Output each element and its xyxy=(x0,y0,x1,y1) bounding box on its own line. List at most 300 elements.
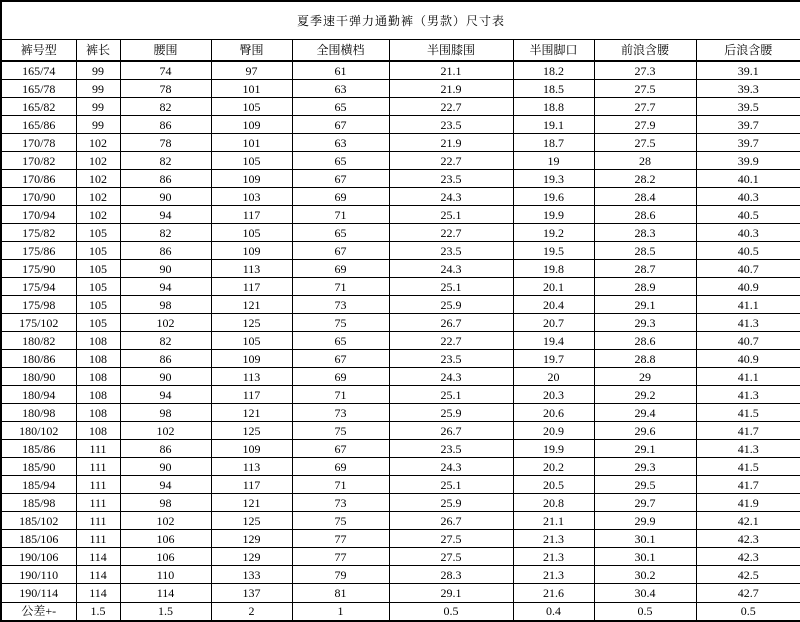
table-cell: 20.8 xyxy=(513,494,594,512)
table-cell: 20.2 xyxy=(513,458,594,476)
table-row xyxy=(1,494,800,512)
table-cell: 170/86 xyxy=(1,170,76,188)
table-cell: 1.5 xyxy=(120,602,211,621)
table-cell: 75 xyxy=(292,422,389,440)
table-cell: 65 xyxy=(292,152,389,170)
table-cell: 111 xyxy=(76,530,120,548)
table-row xyxy=(1,458,800,476)
table-cell: 26.7 xyxy=(389,512,513,530)
table-cell: 63 xyxy=(292,80,389,98)
table-cell: 21.3 xyxy=(513,548,594,566)
table-cell: 27.5 xyxy=(594,80,696,98)
table-row xyxy=(1,314,800,332)
table-cell: 86 xyxy=(120,170,211,188)
table-cell: 111 xyxy=(76,458,120,476)
table-cell: 65 xyxy=(292,332,389,350)
table-cell: 21.9 xyxy=(389,80,513,98)
table-cell: 99 xyxy=(76,98,120,116)
table-cell: 41.9 xyxy=(696,494,800,512)
table-cell: 40.5 xyxy=(696,206,800,224)
table-cell: 19.8 xyxy=(513,260,594,278)
table-cell: 78 xyxy=(120,134,211,152)
table-row xyxy=(1,296,800,314)
table-cell: 113 xyxy=(211,260,292,278)
table-cell: 1 xyxy=(292,602,389,621)
column-header: 臀围 xyxy=(211,40,292,62)
table-row xyxy=(1,422,800,440)
table-cell: 105 xyxy=(211,332,292,350)
table-cell: 公差+- xyxy=(1,602,76,621)
table-cell: 40.9 xyxy=(696,350,800,368)
table-cell: 170/82 xyxy=(1,152,76,170)
table-cell: 75 xyxy=(292,314,389,332)
table-cell: 133 xyxy=(211,566,292,584)
table-cell: 108 xyxy=(76,332,120,350)
table-cell: 19.6 xyxy=(513,188,594,206)
table-cell: 129 xyxy=(211,548,292,566)
table-row xyxy=(1,98,800,116)
table-cell: 105 xyxy=(211,152,292,170)
table-cell: 67 xyxy=(292,170,389,188)
table-cell: 117 xyxy=(211,386,292,404)
table-cell: 29.9 xyxy=(594,512,696,530)
table-cell: 77 xyxy=(292,548,389,566)
table-cell: 185/106 xyxy=(1,530,76,548)
table-cell: 71 xyxy=(292,278,389,296)
table-cell: 121 xyxy=(211,494,292,512)
table-cell: 105 xyxy=(76,314,120,332)
table-cell: 108 xyxy=(76,386,120,404)
table-cell: 40.5 xyxy=(696,242,800,260)
table-cell: 185/86 xyxy=(1,440,76,458)
table-cell: 97 xyxy=(211,61,292,80)
table-cell: 117 xyxy=(211,476,292,494)
table-cell: 108 xyxy=(76,350,120,368)
table-cell: 0.5 xyxy=(696,602,800,621)
table-cell: 29.1 xyxy=(389,584,513,602)
table-cell: 113 xyxy=(211,458,292,476)
table-cell: 25.9 xyxy=(389,494,513,512)
table-cell: 94 xyxy=(120,278,211,296)
table-cell: 180/102 xyxy=(1,422,76,440)
table-cell: 77 xyxy=(292,530,389,548)
table-cell: 180/86 xyxy=(1,350,76,368)
table-cell: 101 xyxy=(211,80,292,98)
table-cell: 29.3 xyxy=(594,458,696,476)
table-cell: 114 xyxy=(120,584,211,602)
table-cell: 170/90 xyxy=(1,188,76,206)
table-cell: 75 xyxy=(292,512,389,530)
table-row xyxy=(1,584,800,602)
table-cell: 24.3 xyxy=(389,188,513,206)
table-cell: 20.6 xyxy=(513,404,594,422)
table-cell: 25.1 xyxy=(389,206,513,224)
table-cell: 82 xyxy=(120,98,211,116)
table-row xyxy=(1,116,800,134)
table-cell: 102 xyxy=(120,314,211,332)
table-cell: 18.8 xyxy=(513,98,594,116)
table-cell: 25.9 xyxy=(389,404,513,422)
table-cell: 27.5 xyxy=(389,530,513,548)
table-row xyxy=(1,386,800,404)
table-cell: 41.7 xyxy=(696,422,800,440)
table-cell: 40.7 xyxy=(696,260,800,278)
table-row xyxy=(1,61,800,80)
table-cell: 21.3 xyxy=(513,530,594,548)
table-cell: 109 xyxy=(211,116,292,134)
table-row xyxy=(1,188,800,206)
table-row xyxy=(1,224,800,242)
table-cell: 20.4 xyxy=(513,296,594,314)
table-cell: 19.3 xyxy=(513,170,594,188)
table-cell: 27.5 xyxy=(389,548,513,566)
table-cell: 111 xyxy=(76,512,120,530)
table-cell: 20.3 xyxy=(513,386,594,404)
table-cell: 109 xyxy=(211,170,292,188)
table-cell: 73 xyxy=(292,404,389,422)
table-cell: 42.3 xyxy=(696,548,800,566)
table-cell: 42.5 xyxy=(696,566,800,584)
table-cell: 69 xyxy=(292,260,389,278)
table-cell: 29.5 xyxy=(594,476,696,494)
table-row xyxy=(1,242,800,260)
table-cell: 185/102 xyxy=(1,512,76,530)
table-cell: 185/94 xyxy=(1,476,76,494)
table-cell: 175/86 xyxy=(1,242,76,260)
table-row xyxy=(1,512,800,530)
table-cell: 39.7 xyxy=(696,134,800,152)
table-cell: 40.9 xyxy=(696,278,800,296)
table-cell: 24.3 xyxy=(389,260,513,278)
table-cell: 99 xyxy=(76,116,120,134)
table-cell: 28.6 xyxy=(594,206,696,224)
table-cell: 21.1 xyxy=(389,61,513,80)
table-cell: 86 xyxy=(120,440,211,458)
table-cell: 137 xyxy=(211,584,292,602)
table-cell: 25.1 xyxy=(389,386,513,404)
table-cell: 105 xyxy=(76,296,120,314)
table-row xyxy=(1,440,800,458)
column-header: 裤号型 xyxy=(1,40,76,62)
table-cell: 102 xyxy=(76,188,120,206)
table-cell: 29 xyxy=(594,368,696,386)
table-cell: 170/94 xyxy=(1,206,76,224)
table-cell: 40.7 xyxy=(696,332,800,350)
table-row xyxy=(1,368,800,386)
table-cell: 67 xyxy=(292,242,389,260)
table-cell: 99 xyxy=(76,61,120,80)
table-cell: 165/74 xyxy=(1,61,76,80)
table-cell: 180/98 xyxy=(1,404,76,422)
table-row xyxy=(1,602,800,621)
table-row xyxy=(1,134,800,152)
table-cell: 22.7 xyxy=(389,98,513,116)
table-cell: 65 xyxy=(292,224,389,242)
table-row xyxy=(1,260,800,278)
table-cell: 20.7 xyxy=(513,314,594,332)
table-cell: 23.5 xyxy=(389,350,513,368)
table-cell: 71 xyxy=(292,386,389,404)
table-row xyxy=(1,404,800,422)
table-cell: 165/82 xyxy=(1,98,76,116)
table-cell: 98 xyxy=(120,404,211,422)
table-cell: 40.3 xyxy=(696,188,800,206)
table-row xyxy=(1,278,800,296)
table-cell: 102 xyxy=(76,152,120,170)
table-cell: 19.4 xyxy=(513,332,594,350)
table-cell: 19.5 xyxy=(513,242,594,260)
table-cell: 29.2 xyxy=(594,386,696,404)
table-row xyxy=(1,566,800,584)
table-cell: 114 xyxy=(76,548,120,566)
table-cell: 170/78 xyxy=(1,134,76,152)
table-cell: 19.2 xyxy=(513,224,594,242)
table-row xyxy=(1,170,800,188)
table-cell: 190/110 xyxy=(1,566,76,584)
table-cell: 105 xyxy=(211,224,292,242)
table-cell: 103 xyxy=(211,188,292,206)
table-cell: 39.5 xyxy=(696,98,800,116)
table-cell: 27.9 xyxy=(594,116,696,134)
table-cell: 113 xyxy=(211,368,292,386)
table-cell: 105 xyxy=(211,98,292,116)
table-cell: 21.9 xyxy=(389,134,513,152)
column-header: 半围膝围 xyxy=(389,40,513,62)
table-cell: 22.7 xyxy=(389,224,513,242)
table-cell: 23.5 xyxy=(389,116,513,134)
table-row xyxy=(1,332,800,350)
table-row xyxy=(1,80,800,98)
table-cell: 40.1 xyxy=(696,170,800,188)
table-cell: 78 xyxy=(120,80,211,98)
table-cell: 22.7 xyxy=(389,152,513,170)
column-header: 全围横档 xyxy=(292,40,389,62)
table-cell: 175/90 xyxy=(1,260,76,278)
table-cell: 23.5 xyxy=(389,242,513,260)
table-cell: 99 xyxy=(76,80,120,98)
table-cell: 42.1 xyxy=(696,512,800,530)
table-cell: 121 xyxy=(211,404,292,422)
table-cell: 102 xyxy=(120,512,211,530)
table-cell: 39.9 xyxy=(696,152,800,170)
table-cell: 105 xyxy=(76,278,120,296)
table-cell: 28.3 xyxy=(389,566,513,584)
table-cell: 111 xyxy=(76,494,120,512)
table-cell: 29.7 xyxy=(594,494,696,512)
table-cell: 39.7 xyxy=(696,116,800,134)
table-cell: 129 xyxy=(211,530,292,548)
table-cell: 175/102 xyxy=(1,314,76,332)
table-cell: 28.7 xyxy=(594,260,696,278)
table-cell: 19.1 xyxy=(513,116,594,134)
table-cell: 28 xyxy=(594,152,696,170)
table-cell: 90 xyxy=(120,260,211,278)
table-cell: 28.2 xyxy=(594,170,696,188)
table-cell: 69 xyxy=(292,188,389,206)
column-header: 后浪含腰 xyxy=(696,40,800,62)
table-cell: 19.9 xyxy=(513,206,594,224)
table-cell: 29.3 xyxy=(594,314,696,332)
table-cell: 94 xyxy=(120,206,211,224)
table-row xyxy=(1,152,800,170)
table-cell: 111 xyxy=(76,440,120,458)
table-cell: 109 xyxy=(211,242,292,260)
table-cell: 41.3 xyxy=(696,440,800,458)
table-cell: 175/98 xyxy=(1,296,76,314)
table-cell: 86 xyxy=(120,116,211,134)
table-cell: 105 xyxy=(76,224,120,242)
table-cell: 180/90 xyxy=(1,368,76,386)
table-cell: 109 xyxy=(211,440,292,458)
table-cell: 90 xyxy=(120,368,211,386)
table-cell: 105 xyxy=(76,242,120,260)
column-header: 前浪含腰 xyxy=(594,40,696,62)
table-cell: 28.4 xyxy=(594,188,696,206)
table-cell: 73 xyxy=(292,494,389,512)
table-cell: 90 xyxy=(120,458,211,476)
table-cell: 175/94 xyxy=(1,278,76,296)
table-cell: 94 xyxy=(120,476,211,494)
table-cell: 185/90 xyxy=(1,458,76,476)
table-cell: 28.8 xyxy=(594,350,696,368)
table-cell: 39.3 xyxy=(696,80,800,98)
table-cell: 175/82 xyxy=(1,224,76,242)
table-cell: 102 xyxy=(120,422,211,440)
table-cell: 24.3 xyxy=(389,368,513,386)
table-cell: 67 xyxy=(292,116,389,134)
table-cell: 0.5 xyxy=(389,602,513,621)
table-cell: 27.3 xyxy=(594,61,696,80)
page-title: 夏季速干弹力通勤裤（男款）尺寸表 xyxy=(1,1,800,40)
table-cell: 20.5 xyxy=(513,476,594,494)
table-row xyxy=(1,350,800,368)
table-cell: 102 xyxy=(76,206,120,224)
table-cell: 94 xyxy=(120,386,211,404)
table-cell: 108 xyxy=(76,368,120,386)
table-cell: 27.5 xyxy=(594,134,696,152)
table-cell: 23.5 xyxy=(389,440,513,458)
table-cell: 185/98 xyxy=(1,494,76,512)
table-row xyxy=(1,530,800,548)
table-cell: 26.7 xyxy=(389,314,513,332)
table-cell: 121 xyxy=(211,296,292,314)
table-cell: 108 xyxy=(76,422,120,440)
table-cell: 18.2 xyxy=(513,61,594,80)
table-cell: 25.1 xyxy=(389,476,513,494)
table-cell: 0.5 xyxy=(594,602,696,621)
header-row xyxy=(1,40,800,62)
table-cell: 29.4 xyxy=(594,404,696,422)
table-cell: 90 xyxy=(120,188,211,206)
table-cell: 67 xyxy=(292,350,389,368)
table-cell: 98 xyxy=(120,494,211,512)
table-cell: 102 xyxy=(76,134,120,152)
table-cell: 180/82 xyxy=(1,332,76,350)
table-cell: 114 xyxy=(76,584,120,602)
table-cell: 82 xyxy=(120,332,211,350)
table-cell: 82 xyxy=(120,224,211,242)
table-row xyxy=(1,206,800,224)
table-cell: 125 xyxy=(211,314,292,332)
table-cell: 63 xyxy=(292,134,389,152)
table-cell: 2 xyxy=(211,602,292,621)
table-cell: 108 xyxy=(76,404,120,422)
table-cell: 125 xyxy=(211,422,292,440)
table-cell: 82 xyxy=(120,152,211,170)
table-cell: 165/78 xyxy=(1,80,76,98)
table-cell: 18.7 xyxy=(513,134,594,152)
table-cell: 41.7 xyxy=(696,476,800,494)
table-cell: 81 xyxy=(292,584,389,602)
table-cell: 21.1 xyxy=(513,512,594,530)
table-cell: 79 xyxy=(292,566,389,584)
table-cell: 42.3 xyxy=(696,530,800,548)
table-row xyxy=(1,476,800,494)
table-cell: 40.3 xyxy=(696,224,800,242)
table-cell: 86 xyxy=(120,350,211,368)
table-cell: 165/86 xyxy=(1,116,76,134)
column-header: 裤长 xyxy=(76,40,120,62)
table-cell: 28.6 xyxy=(594,332,696,350)
table-cell: 20 xyxy=(513,368,594,386)
table-cell: 110 xyxy=(120,566,211,584)
table-cell: 180/94 xyxy=(1,386,76,404)
title-row xyxy=(1,1,800,40)
table-cell: 19.7 xyxy=(513,350,594,368)
table-row xyxy=(1,548,800,566)
table-cell: 19.9 xyxy=(513,440,594,458)
table-cell: 67 xyxy=(292,440,389,458)
table-cell: 23.5 xyxy=(389,170,513,188)
table-cell: 27.7 xyxy=(594,98,696,116)
table-cell: 69 xyxy=(292,458,389,476)
table-cell: 117 xyxy=(211,206,292,224)
table-cell: 73 xyxy=(292,296,389,314)
table-cell: 71 xyxy=(292,476,389,494)
table-cell: 30.1 xyxy=(594,548,696,566)
table-cell: 74 xyxy=(120,61,211,80)
table-cell: 41.1 xyxy=(696,296,800,314)
table-cell: 41.1 xyxy=(696,368,800,386)
table-cell: 41.3 xyxy=(696,314,800,332)
table-cell: 117 xyxy=(211,278,292,296)
table-cell: 21.6 xyxy=(513,584,594,602)
table-cell: 29.6 xyxy=(594,422,696,440)
table-cell: 125 xyxy=(211,512,292,530)
table-cell: 21.3 xyxy=(513,566,594,584)
table-cell: 29.1 xyxy=(594,296,696,314)
table-cell: 114 xyxy=(76,566,120,584)
table-cell: 25.9 xyxy=(389,296,513,314)
table-cell: 1.5 xyxy=(76,602,120,621)
table-cell: 22.7 xyxy=(389,332,513,350)
table-cell: 109 xyxy=(211,350,292,368)
table-cell: 25.1 xyxy=(389,278,513,296)
table-cell: 101 xyxy=(211,134,292,152)
table-cell: 105 xyxy=(76,260,120,278)
table-cell: 19 xyxy=(513,152,594,170)
table-cell: 69 xyxy=(292,368,389,386)
column-header: 半围脚口 xyxy=(513,40,594,62)
table-cell: 42.7 xyxy=(696,584,800,602)
table-cell: 71 xyxy=(292,206,389,224)
table-cell: 28.9 xyxy=(594,278,696,296)
table-cell: 30.2 xyxy=(594,566,696,584)
column-header: 腰围 xyxy=(120,40,211,62)
table-cell: 24.3 xyxy=(389,458,513,476)
table-cell: 20.1 xyxy=(513,278,594,296)
table-cell: 30.4 xyxy=(594,584,696,602)
